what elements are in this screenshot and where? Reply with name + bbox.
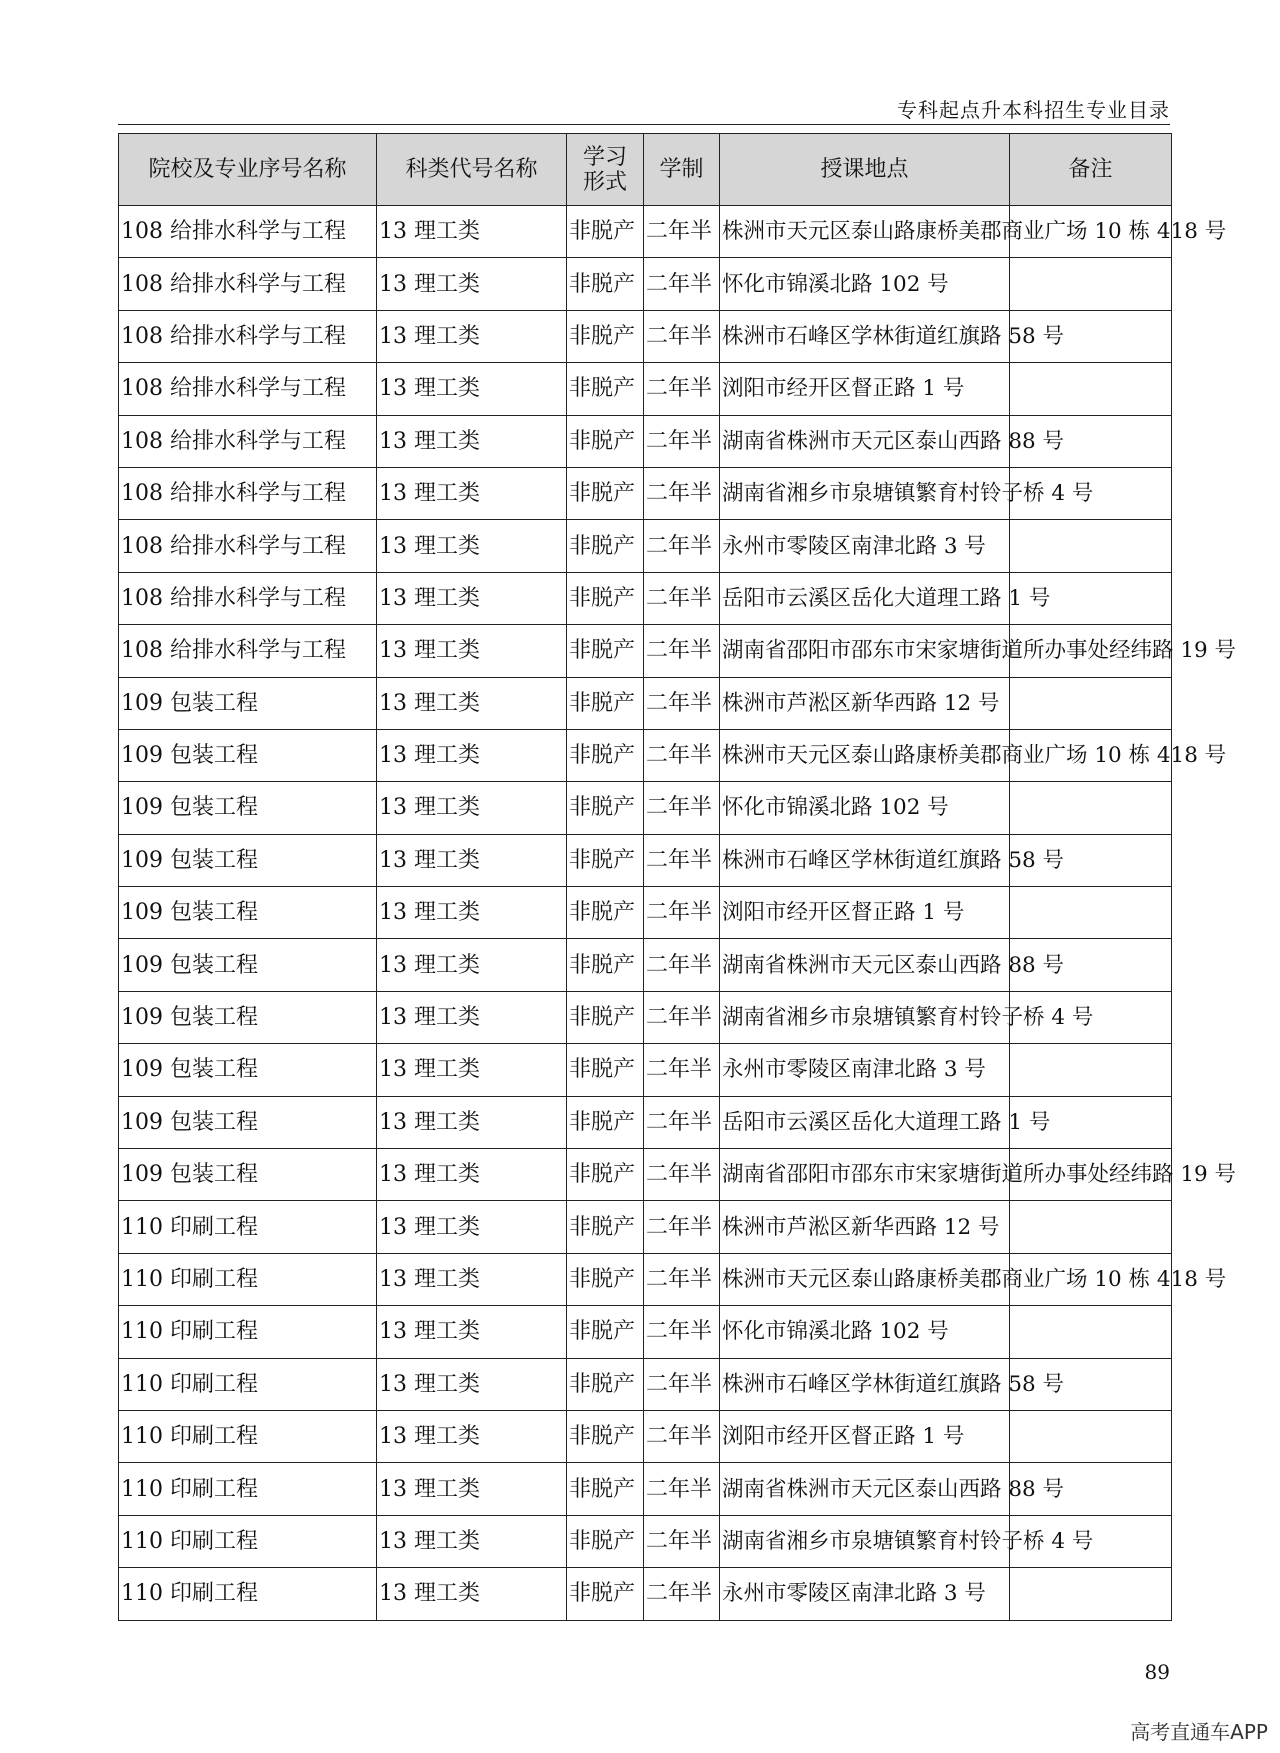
cell-category: 13 理工类	[377, 572, 567, 624]
cell-mode: 非脱产	[567, 1410, 644, 1462]
table-row	[119, 1463, 1172, 1515]
cell-category: 13 理工类	[377, 834, 567, 886]
col-header-mode: 学习 形式	[567, 134, 644, 206]
cell-major: 109 包装工程	[119, 1149, 377, 1201]
table-row	[119, 363, 1172, 415]
cell-mode: 非脱产	[567, 572, 644, 624]
cell-duration: 二年半	[644, 1568, 720, 1620]
cell-note	[1010, 887, 1172, 939]
cell-category: 13 理工类	[377, 1044, 567, 1096]
cell-mode: 非脱产	[567, 467, 644, 519]
cell-mode: 非脱产	[567, 1306, 644, 1358]
cell-mode: 非脱产	[567, 1044, 644, 1096]
cell-location: 株洲市石峰区学林街道红旗路 58 号	[720, 1358, 1010, 1410]
cell-major: 109 包装工程	[119, 782, 377, 834]
cell-major: 108 给排水科学与工程	[119, 310, 377, 362]
cell-category: 13 理工类	[377, 991, 567, 1043]
cell-location: 湖南省邵阳市邵东市宋家塘街道所办事处经纬路 19 号	[720, 1149, 1010, 1201]
table-row	[119, 520, 1172, 572]
cell-duration: 二年半	[644, 363, 720, 415]
cell-category: 13 理工类	[377, 1149, 567, 1201]
cell-category: 13 理工类	[377, 887, 567, 939]
cell-duration: 二年半	[644, 258, 720, 310]
cell-major: 110 印刷工程	[119, 1358, 377, 1410]
cell-note	[1010, 1568, 1172, 1620]
cell-category: 13 理工类	[377, 1306, 567, 1358]
cell-mode: 非脱产	[567, 1201, 644, 1253]
cell-category: 13 理工类	[377, 625, 567, 677]
col-header-category: 科类代号名称	[377, 134, 567, 206]
cell-duration: 二年半	[644, 1044, 720, 1096]
table-row	[119, 1515, 1172, 1567]
watermark-text: 高考直通车APP	[1130, 1720, 1268, 1744]
cell-location: 株洲市芦淞区新华西路 12 号	[720, 677, 1010, 729]
running-head-title: 专科起点升本科招生专业目录	[897, 98, 1170, 122]
cell-location: 浏阳市经开区督正路 1 号	[720, 363, 1010, 415]
table-row	[119, 1568, 1172, 1620]
table-row	[119, 1149, 1172, 1201]
cell-duration: 二年半	[644, 1201, 720, 1253]
cell-category: 13 理工类	[377, 729, 567, 781]
col-header-note: 备注	[1010, 134, 1172, 206]
cell-duration: 二年半	[644, 310, 720, 362]
cell-category: 13 理工类	[377, 1253, 567, 1305]
cell-duration: 二年半	[644, 1463, 720, 1515]
cell-duration: 二年半	[644, 939, 720, 991]
col-header-major: 院校及专业序号名称	[119, 134, 377, 206]
table-row	[119, 1201, 1172, 1253]
cell-major: 109 包装工程	[119, 887, 377, 939]
cell-category: 13 理工类	[377, 467, 567, 519]
cell-duration: 二年半	[644, 834, 720, 886]
table-row	[119, 1253, 1172, 1305]
cell-mode: 非脱产	[567, 729, 644, 781]
cell-note	[1010, 1044, 1172, 1096]
cell-duration: 二年半	[644, 520, 720, 572]
cell-major: 110 印刷工程	[119, 1515, 377, 1567]
cell-mode: 非脱产	[567, 1568, 644, 1620]
cell-duration: 二年半	[644, 1515, 720, 1567]
cell-location: 湖南省湘乡市泉塘镇繁育村铃子桥 4 号	[720, 1515, 1010, 1567]
cell-note	[1010, 677, 1172, 729]
cell-category: 13 理工类	[377, 310, 567, 362]
cell-mode: 非脱产	[567, 939, 644, 991]
table-body	[119, 206, 1237, 1621]
cell-note	[1010, 363, 1172, 415]
cell-location: 浏阳市经开区督正路 1 号	[720, 1410, 1010, 1462]
cell-major: 108 给排水科学与工程	[119, 363, 377, 415]
table-row	[119, 206, 1172, 258]
cell-note	[1010, 1201, 1172, 1253]
cell-major: 108 给排水科学与工程	[119, 467, 377, 519]
cell-major: 110 印刷工程	[119, 1306, 377, 1358]
cell-mode: 非脱产	[567, 363, 644, 415]
cell-duration: 二年半	[644, 1149, 720, 1201]
cell-mode: 非脱产	[567, 834, 644, 886]
col-header-location: 授课地点	[720, 134, 1010, 206]
table-row	[119, 1044, 1172, 1096]
cell-category: 13 理工类	[377, 1096, 567, 1148]
cell-duration: 二年半	[644, 206, 720, 258]
cell-major: 108 给排水科学与工程	[119, 258, 377, 310]
cell-duration: 二年半	[644, 1410, 720, 1462]
cell-mode: 非脱产	[567, 310, 644, 362]
cell-major: 109 包装工程	[119, 834, 377, 886]
cell-location: 湖南省株洲市天元区泰山西路 88 号	[720, 415, 1010, 467]
cell-location: 怀化市锦溪北路 102 号	[720, 258, 1010, 310]
cell-category: 13 理工类	[377, 363, 567, 415]
cell-note	[1010, 1306, 1172, 1358]
cell-category: 13 理工类	[377, 1201, 567, 1253]
table-row	[119, 258, 1172, 310]
cell-mode: 非脱产	[567, 415, 644, 467]
cell-major: 110 印刷工程	[119, 1568, 377, 1620]
cell-category: 13 理工类	[377, 415, 567, 467]
table-row	[119, 310, 1172, 362]
header-rule	[118, 124, 1170, 125]
cell-location: 株洲市石峰区学林街道红旗路 58 号	[720, 834, 1010, 886]
table-row	[119, 782, 1172, 834]
cell-category: 13 理工类	[377, 520, 567, 572]
cell-duration: 二年半	[644, 677, 720, 729]
cell-mode: 非脱产	[567, 258, 644, 310]
cell-mode: 非脱产	[567, 1358, 644, 1410]
cell-note	[1010, 1410, 1172, 1462]
cell-major: 109 包装工程	[119, 1044, 377, 1096]
table-row	[119, 834, 1172, 886]
table-row	[119, 729, 1172, 781]
cell-major: 110 印刷工程	[119, 1463, 377, 1515]
cell-mode: 非脱产	[567, 677, 644, 729]
cell-location: 永州市零陵区南津北路 3 号	[720, 1044, 1010, 1096]
table-row	[119, 677, 1172, 729]
cell-mode: 非脱产	[567, 991, 644, 1043]
cell-category: 13 理工类	[377, 1358, 567, 1410]
cell-duration: 二年半	[644, 729, 720, 781]
table-row	[119, 1096, 1172, 1148]
cell-note	[1010, 258, 1172, 310]
table-row	[119, 939, 1172, 991]
cell-mode: 非脱产	[567, 782, 644, 834]
cell-major: 108 给排水科学与工程	[119, 520, 377, 572]
cell-duration: 二年半	[644, 625, 720, 677]
col-header-duration: 学制	[644, 134, 720, 206]
cell-location: 湖南省株洲市天元区泰山西路 88 号	[720, 1463, 1010, 1515]
table-row	[119, 467, 1172, 519]
cell-location: 株洲市石峰区学林街道红旗路 58 号	[720, 310, 1010, 362]
cell-mode: 非脱产	[567, 206, 644, 258]
cell-category: 13 理工类	[377, 1568, 567, 1620]
cell-note	[1010, 520, 1172, 572]
cell-duration: 二年半	[644, 991, 720, 1043]
cell-note	[1010, 782, 1172, 834]
page-number: 89	[1144, 1660, 1170, 1684]
cell-category: 13 理工类	[377, 677, 567, 729]
table-row	[119, 991, 1172, 1043]
cell-category: 13 理工类	[377, 1463, 567, 1515]
cell-category: 13 理工类	[377, 782, 567, 834]
cell-location: 湖南省邵阳市邵东市宋家塘街道所办事处经纬路 19 号	[720, 625, 1010, 677]
cell-major: 110 印刷工程	[119, 1410, 377, 1462]
cell-duration: 二年半	[644, 1306, 720, 1358]
cell-location: 怀化市锦溪北路 102 号	[720, 782, 1010, 834]
table-row	[119, 1410, 1172, 1462]
cell-category: 13 理工类	[377, 206, 567, 258]
cell-location: 岳阳市云溪区岳化大道理工路 1 号	[720, 572, 1010, 624]
cell-major: 109 包装工程	[119, 991, 377, 1043]
cell-major: 109 包装工程	[119, 939, 377, 991]
major-catalog-table	[118, 133, 1237, 1621]
cell-mode: 非脱产	[567, 887, 644, 939]
cell-duration: 二年半	[644, 887, 720, 939]
table-header-row	[119, 134, 1172, 206]
cell-location: 株洲市天元区泰山路康桥美郡商业广场 10 栋 418 号	[720, 206, 1010, 258]
cell-category: 13 理工类	[377, 939, 567, 991]
cell-duration: 二年半	[644, 1358, 720, 1410]
cell-duration: 二年半	[644, 1096, 720, 1148]
table-row	[119, 1358, 1172, 1410]
cell-mode: 非脱产	[567, 625, 644, 677]
cell-category: 13 理工类	[377, 258, 567, 310]
table-row	[119, 572, 1172, 624]
table-row	[119, 625, 1172, 677]
cell-location: 岳阳市云溪区岳化大道理工路 1 号	[720, 1096, 1010, 1148]
cell-major: 108 给排水科学与工程	[119, 572, 377, 624]
cell-location: 浏阳市经开区督正路 1 号	[720, 887, 1010, 939]
cell-duration: 二年半	[644, 1253, 720, 1305]
cell-mode: 非脱产	[567, 1253, 644, 1305]
cell-duration: 二年半	[644, 782, 720, 834]
cell-location: 湖南省湘乡市泉塘镇繁育村铃子桥 4 号	[720, 991, 1010, 1043]
cell-mode: 非脱产	[567, 1463, 644, 1515]
cell-duration: 二年半	[644, 467, 720, 519]
cell-location: 株洲市芦淞区新华西路 12 号	[720, 1201, 1010, 1253]
cell-location: 永州市零陵区南津北路 3 号	[720, 1568, 1010, 1620]
cell-mode: 非脱产	[567, 1096, 644, 1148]
cell-major: 110 印刷工程	[119, 1201, 377, 1253]
cell-major: 108 给排水科学与工程	[119, 625, 377, 677]
cell-location: 湖南省湘乡市泉塘镇繁育村铃子桥 4 号	[720, 467, 1010, 519]
cell-mode: 非脱产	[567, 1149, 644, 1201]
cell-location: 怀化市锦溪北路 102 号	[720, 1306, 1010, 1358]
cell-major: 109 包装工程	[119, 729, 377, 781]
cell-major: 108 给排水科学与工程	[119, 206, 377, 258]
cell-mode: 非脱产	[567, 1515, 644, 1567]
cell-mode: 非脱产	[567, 520, 644, 572]
cell-category: 13 理工类	[377, 1410, 567, 1462]
cell-duration: 二年半	[644, 572, 720, 624]
table-row	[119, 1306, 1172, 1358]
cell-major: 108 给排水科学与工程	[119, 415, 377, 467]
cell-major: 109 包装工程	[119, 677, 377, 729]
cell-category: 13 理工类	[377, 1515, 567, 1567]
cell-major: 110 印刷工程	[119, 1253, 377, 1305]
cell-location: 湖南省株洲市天元区泰山西路 88 号	[720, 939, 1010, 991]
cell-major: 109 包装工程	[119, 1096, 377, 1148]
table-row	[119, 887, 1172, 939]
cell-location: 株洲市天元区泰山路康桥美郡商业广场 10 栋 418 号	[720, 729, 1010, 781]
table-row	[119, 415, 1172, 467]
cell-duration: 二年半	[644, 415, 720, 467]
cell-location: 株洲市天元区泰山路康桥美郡商业广场 10 栋 418 号	[720, 1253, 1010, 1305]
cell-location: 永州市零陵区南津北路 3 号	[720, 520, 1010, 572]
